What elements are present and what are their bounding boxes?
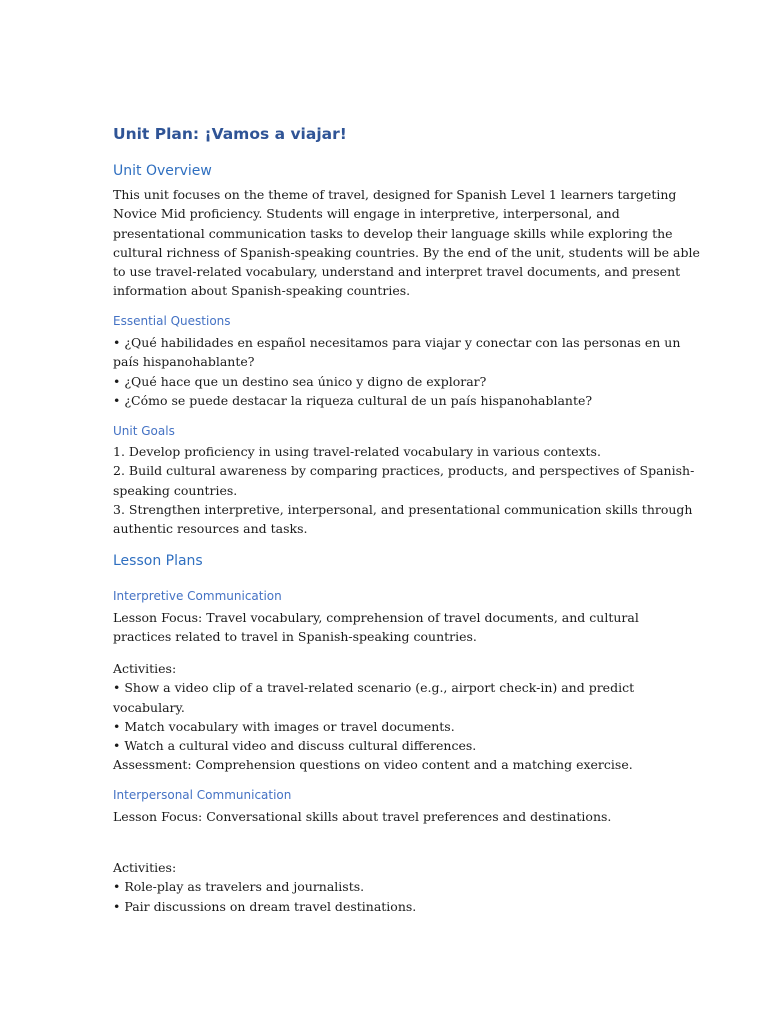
- unit-overview-heading: Unit Overview: [113, 163, 212, 179]
- paragraph-line: information about Spanish-speaking countries.: [113, 283, 411, 299]
- list-item: vocabulary.: [113, 699, 185, 715]
- interpersonal-activities: [113, 858, 658, 916]
- list-item: speaking countries.: [113, 482, 238, 498]
- interpersonal-communication-heading: Interpersonal Communication: [113, 788, 292, 802]
- paragraph-line: cultural richness of Spanish-speaking countries. By the end of the unit, students will be able: [113, 244, 700, 260]
- activities-label: Activities:: [113, 860, 177, 875]
- list-item: 2. Build cultural awareness by comparing practices, products, and perspectives of Spanish-: [113, 463, 695, 479]
- interpersonal-lesson-focus: [113, 807, 658, 826]
- paragraph-line: Lesson Focus: Conversational skills about travel preferences and destinations.: [113, 809, 612, 824]
- lesson-plans-heading: Lesson Plans: [113, 553, 203, 569]
- interpretive-activities: [113, 659, 658, 775]
- list-item: • Watch a cultural video and discuss cultural differences.: [113, 738, 477, 754]
- list-item: • Match vocabulary with images or travel documents.: [113, 718, 455, 734]
- list-item: • ¿Qué hace que un destino sea único y digno de explorar?: [113, 373, 487, 389]
- essential-questions-list: [113, 333, 681, 410]
- interpretive-lesson-focus: [113, 608, 658, 647]
- paragraph-line: presentational communication tasks to develop their language skills while exploring the: [113, 225, 673, 241]
- unit-goals-list: [113, 442, 695, 538]
- unit-overview-paragraph: [113, 185, 700, 301]
- list-item: país hispanohablante?: [113, 354, 255, 370]
- list-item: • Pair discussions on dream travel destinations.: [113, 898, 417, 914]
- list-item: 1. Develop proficiency in using travel-related vocabulary in various contexts.: [113, 444, 601, 459]
- paragraph-line: This unit focuses on the theme of travel, designed for Spanish Level 1 learners targeting: [113, 187, 677, 202]
- essential-questions-heading: Essential Questions: [113, 314, 231, 328]
- list-item: • ¿Qué habilidades en español necesitamos para viajar y conectar con las personas en un: [113, 335, 681, 350]
- unit-goals-heading: Unit Goals: [113, 424, 175, 438]
- interpretive-communication-heading: Interpretive Communication: [113, 589, 282, 603]
- paragraph-line: practices related to travel in Spanish-speaking countries.: [113, 629, 477, 645]
- page-title: Unit Plan: ¡Vamos a viajar!: [113, 125, 347, 143]
- list-item: 3. Strengthen interpretive, interpersonal, and presentational communication skills through: [113, 501, 693, 517]
- paragraph-line: Lesson Focus: Travel vocabulary, comprehension of travel documents, and cultural: [113, 610, 639, 625]
- list-item: • ¿Cómo se puede destacar la riqueza cultural de un país hispanohablante?: [113, 392, 593, 408]
- list-item: authentic resources and tasks.: [113, 521, 308, 537]
- list-item: • Show a video clip of a travel-related scenario (e.g., airport check-in) and predict: [113, 680, 635, 696]
- assessment-line: Assessment: Comprehension questions on video content and a matching exercise.: [113, 757, 633, 773]
- list-item: • Role-play as travelers and journalists.: [113, 879, 365, 895]
- paragraph-line: Novice Mid proficiency. Students will engage in interpretive, interpersonal, and: [113, 206, 620, 222]
- paragraph-line: to use travel-related vocabulary, understand and interpret travel documents, and present: [113, 264, 681, 280]
- activities-label: Activities:: [113, 661, 177, 676]
